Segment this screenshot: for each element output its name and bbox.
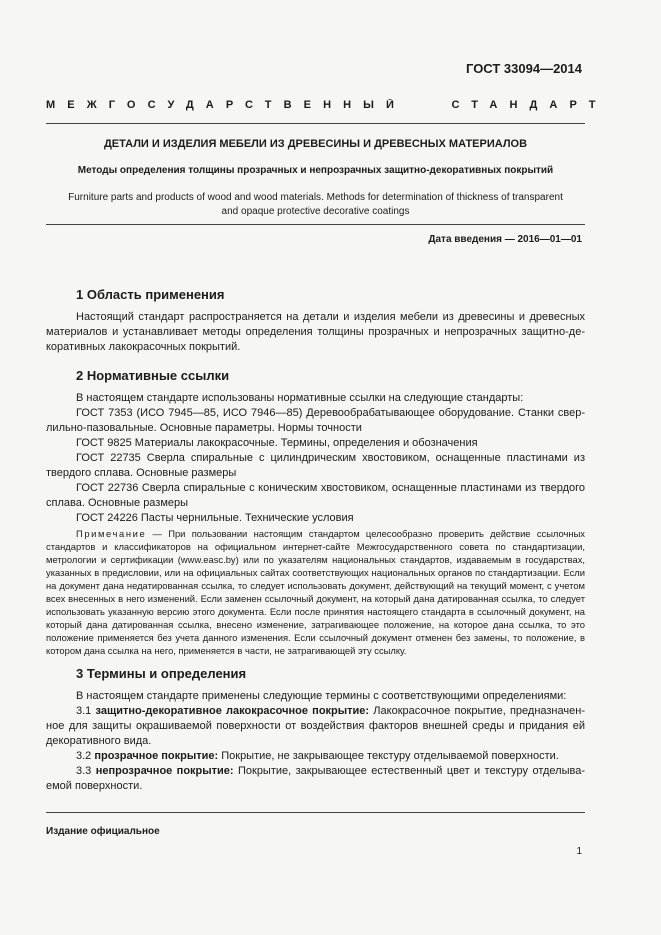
ref-gost-7353-line-1: ГОСТ 7353 (ИСО 7945—85, ИСО 7946—85) Деревообрабатывающее оборудование. Станки свер- — [76, 407, 585, 419]
section-3-intro: В настоящем стандарте применены следующие термины с соответствующими определениями: — [76, 690, 567, 702]
note-text: — При пользовании настоящим стандартом целесообразно проверить действие ссылочных стандартов и классификаторов на официальном интернет-сайте Межгосударственного совета по стандартизации, метрологии и сертификации (www.easc.by) или по указателям национальных стандартов, издаваемым в государствах, указанных в предисловии, или на официальных сайтах соответствующих национальных органов по стандартизации. Если на документ дана недатированная ссылка, то следует использовать документ, действующий на текущий момент, с учетом всех внесенных в него изменений. Если заменен ссылочный документ, на который дана датированная ссылка, то следует использовать указанную версию этого документа. Если после принятия настоящего стандарта в ссылочный документ, на который дана датированная ссылка, внесено изменение, затрагивающее положение, на которое дана ссылка, то это положение применяется без учета данного изменения. Если ссылочный документ отменен без замены, то положение, в котором дана ссылка на него, применяется в части, не затрагивающей эту ссылку. — [46, 528, 585, 656]
edition-label: Издание официальное — [46, 826, 160, 837]
ref-gost-22736-line-2: сплава. Основные размеры — [46, 497, 189, 509]
document-title-english — [60, 191, 571, 219]
term-3-2-definition: Покрытие, не закрывающее текстуру отделываемой поверхности. — [218, 750, 559, 762]
standard-type: МЕЖГОСУДАРСТВЕННЫЙ СТАНДАРТ — [46, 99, 608, 111]
term-3-2-number: 3.2 — [76, 750, 95, 762]
ref-gost-22736-line-1: ГОСТ 22736 Сверла спиральные с коническим хвостовиком, оснащенные пластинами из твердого — [76, 482, 585, 494]
term-3-3-term: непрозрачное покрытие: — [95, 765, 234, 777]
english-title-line-1: Furniture parts and products of wood and wood materials. Methods for determination of thickness of transparent — [68, 192, 563, 203]
footer-rule — [46, 812, 585, 813]
ref-gost-7353-line-2: лильно-пазовальные. Основные параметры. Нормы точности — [46, 422, 362, 434]
term-3-2 — [46, 749, 585, 764]
term-3-3-number: 3.3 — [76, 765, 96, 777]
english-title-line-2: and opaque protective decorative coatings — [221, 206, 410, 217]
document-title: ДЕТАЛИ И ИЗДЕЛИЯ МЕБЕЛИ ИЗ ДРЕВЕСИНЫ И ДРЕВЕСНЫХ МАТЕРИАЛОВ — [103, 138, 528, 150]
introduction-date: Дата введения — 2016—01—01 — [428, 234, 582, 245]
section-1-text: Настоящий стандарт распространяется на детали и изделия мебели из древесины и древесных материалов и устанавливает методы определения толщины прозрачных и непрозрачных защитно-декоративных лакокрасочных покрытий. — [46, 311, 585, 353]
ref-gost-9825: ГОСТ 9825 Материалы лакокрасочные. Термины, определения и обозначения — [76, 437, 478, 449]
page-number: 1 — [576, 846, 582, 857]
document-subtitle: Методы определения толщины прозрачных и непрозрачных защитно-декоративных покрытий — [77, 165, 554, 176]
term-3-2-term: прозрачное покрытие: — [94, 750, 219, 762]
term-3-3 — [46, 764, 585, 794]
ref-gost-22735-line-2: твердого сплава. Основные размеры — [46, 467, 237, 479]
term-3-1 — [46, 704, 585, 749]
section-3-heading: 3 Термины и определения — [76, 666, 247, 681]
header-rule-bottom — [46, 224, 585, 225]
ref-gost-24226: ГОСТ 24226 Пасты чернильные. Технические условия — [76, 512, 354, 524]
header-rule-top — [46, 123, 585, 124]
gost-number: ГОСТ 33094—2014 — [466, 61, 582, 76]
note-label: Примечание — [76, 528, 147, 539]
term-3-1-term: защитно-декоративное лакокрасочное покрытие: — [95, 705, 370, 717]
term-3-3-definition: Покрытие, закрывающее естественный цвет и текстуру отделываемой поверхности. — [46, 765, 585, 792]
term-3-1-definition: Лакокрасочное покрытие, предназначенное для защиты окрашиваемой поверхности от воздействия факторов внешней среды и придания ей декоративного вида. — [46, 705, 585, 747]
section-2-note — [46, 527, 585, 657]
section-2-intro: В настоящем стандарте использованы нормативные ссылки на следующие стандарты: — [76, 392, 524, 404]
ref-gost-22735-line-1: ГОСТ 22735 Сверла спиральные с цилиндрическим хвостовиком, оснащенные пластинами из — [76, 452, 585, 464]
section-2-heading: 2 Нормативные ссылки — [76, 368, 230, 383]
term-3-1-number: 3.1 — [76, 705, 96, 717]
section-1-heading: 1 Область применения — [76, 287, 225, 302]
